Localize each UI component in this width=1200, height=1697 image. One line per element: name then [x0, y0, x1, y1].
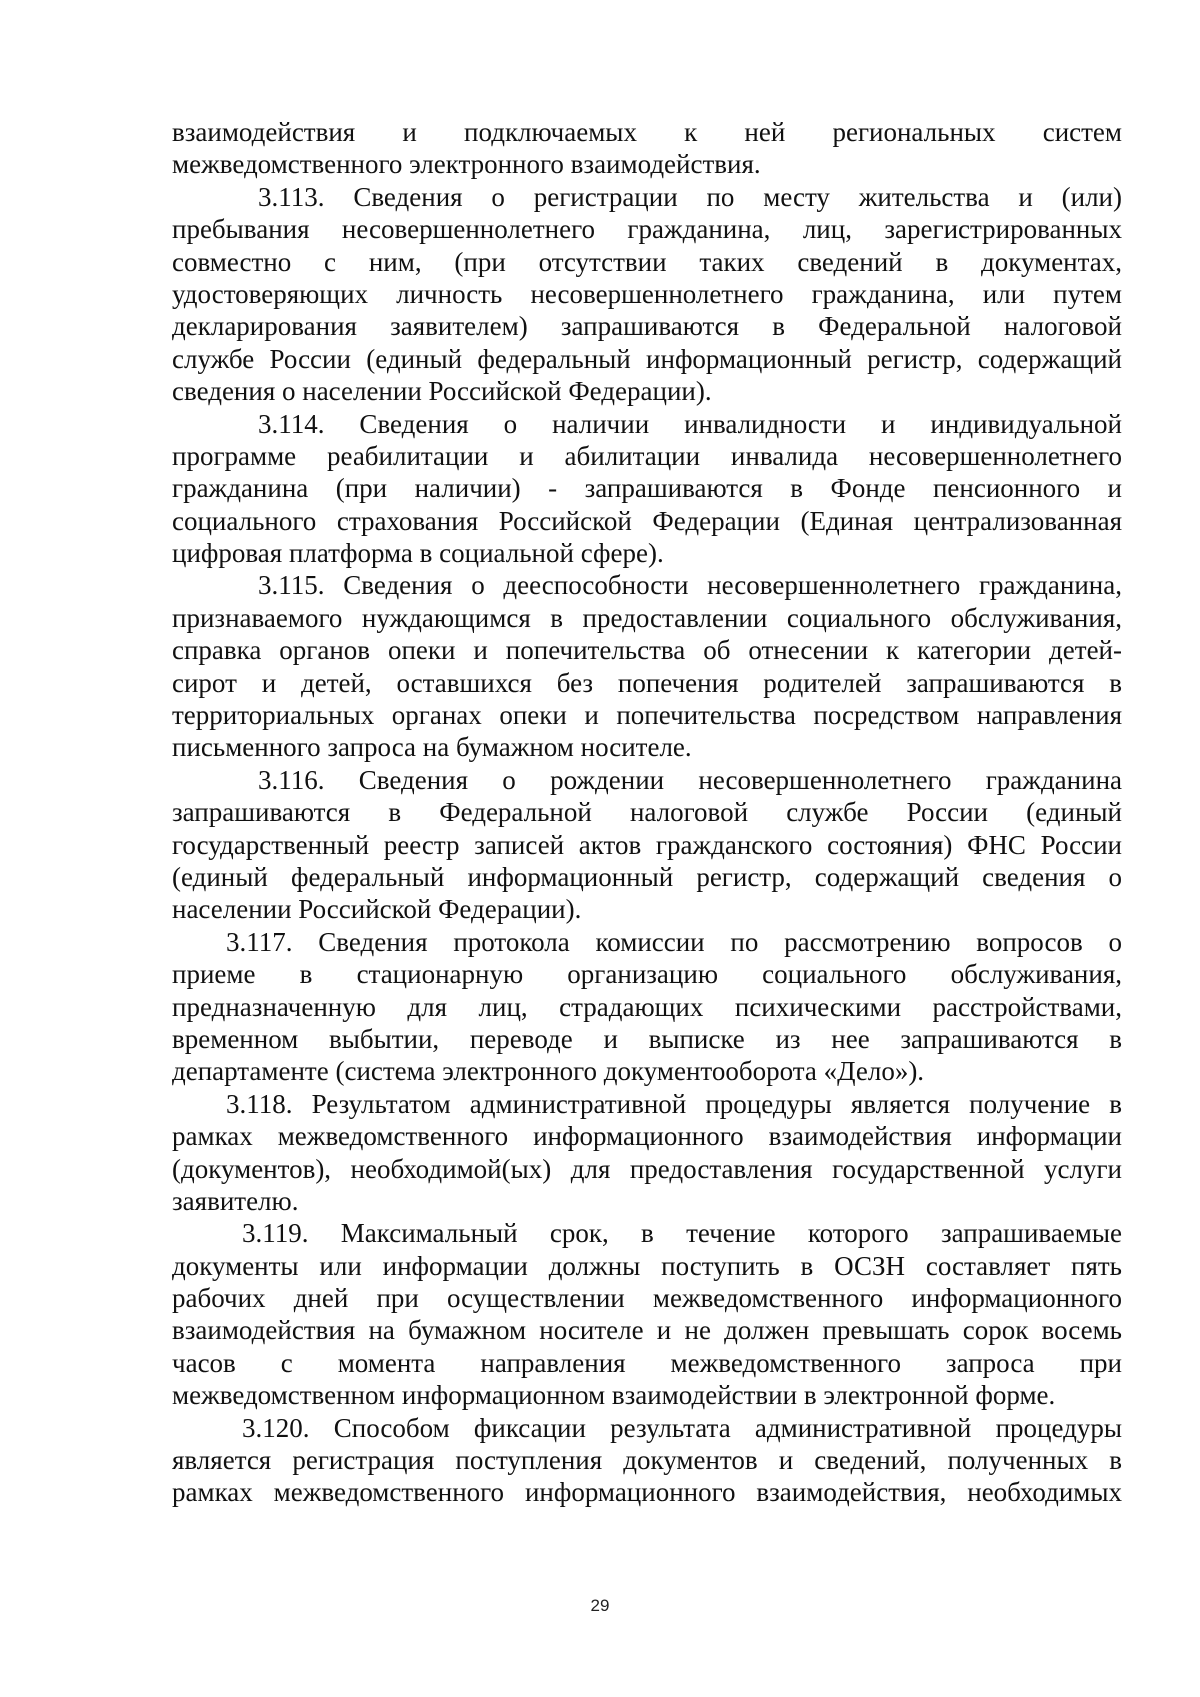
text-line: декларирования заявителем) запрашиваются в Федеральной налоговой: [172, 311, 1122, 342]
text-line: сирот и детей, оставшихся без попечения родителей запрашиваются в: [172, 667, 1122, 698]
text-line: заявителю.: [172, 1185, 299, 1216]
text-line: 3.120. Способом фиксации результата административной процедуры: [242, 1412, 1122, 1443]
text-line: запрашиваются в Федеральной налоговой службе России (единый: [172, 797, 1122, 828]
text-line: 3.119. Максимальный срок, в течение которого запрашиваемые: [242, 1218, 1122, 1249]
text-line: 3.115. Сведения о дееспособности несовершеннолетнего гражданина,: [258, 570, 1122, 601]
text-line: рамках межведомственного информационного взаимодействия информации: [172, 1121, 1122, 1152]
text-line: населении Российской Федерации).: [172, 894, 582, 925]
text-line: 3.114. Сведения о наличии инвалидности и индивидуальной: [258, 408, 1122, 439]
text-line: пребывания несовершеннолетнего гражданина, лиц, зарегистрированных: [172, 214, 1122, 245]
text-line: межведомственного электронного взаимодействия.: [172, 149, 761, 180]
text-line: совместно с ним, (при отсутствии таких сведений в документах,: [172, 246, 1122, 277]
text-line: службе России (единый федеральный информационный регистр, содержащий: [172, 343, 1122, 374]
text-line: признаваемого нуждающимся в предоставлении социального обслуживания,: [172, 602, 1122, 633]
text-line: удостоверяющих личность несовершеннолетнего гражданина, или путем: [172, 278, 1122, 309]
text-line: временном выбытии, переводе и выписке из нее запрашиваются в: [172, 1023, 1122, 1054]
text-line: межведомственном информационном взаимодействии в электронной форме.: [172, 1380, 1056, 1411]
text-line: предназначенную для лиц, страдающих психическими расстройствами,: [172, 991, 1122, 1022]
text-line: гражданина (при наличии) - запрашиваются в Фонде пенсионного и: [172, 473, 1122, 504]
text-line: документы или информации должны поступить в ОСЗН составляет пять: [172, 1250, 1122, 1281]
text-line: сведения о населении Российской Федерации).: [172, 376, 712, 407]
page-number: 29: [590, 1596, 610, 1615]
text-line: (документов), необходимой(ых) для предоставления государственной услуги: [172, 1153, 1122, 1184]
text-line: программе реабилитации и абилитации инвалида несовершеннолетнего: [172, 440, 1122, 471]
text-line: взаимодействия на бумажном носителе и не должен превышать сорок восемь: [172, 1315, 1122, 1346]
text-line: взаимодействия и подключаемых к ней региональных систем: [172, 117, 1122, 147]
text-line: является регистрация поступления документов и сведений, полученных в: [172, 1445, 1122, 1476]
text-line: 3.118. Результатом административной процедуры является получение в: [226, 1088, 1122, 1119]
text-line: справка органов опеки и попечительства об отнесении к категории детей-: [172, 635, 1122, 666]
text-line: рамках межведомственного информационного взаимодействия, необходимых: [172, 1477, 1122, 1508]
text-line: цифровая платформа в социальной сфере).: [172, 538, 664, 569]
text-line: территориальных органах опеки и попечительства посредством направления: [172, 700, 1122, 731]
text-line: письменного запроса на бумажном носителе.: [172, 732, 692, 763]
text-line: 3.117. Сведения протокола комиссии по рассмотрению вопросов о: [226, 926, 1122, 957]
text-line: часов с момента направления межведомственного запроса при: [172, 1347, 1122, 1378]
text-line: государственный реестр записей актов гражданского состояния) ФНС России: [172, 829, 1122, 860]
text-line: 3.113. Сведения о регистрации по месту жительства и (или): [258, 181, 1122, 212]
text-line: 3.116. Сведения о рождении несовершеннолетнего гражданина: [258, 764, 1122, 795]
text-line: социального страхования Российской Федерации (Единая централизованная: [172, 505, 1122, 536]
document-body: [172, 116, 1122, 1509]
text-line: (единый федеральный информационный регистр, содержащий сведения о: [172, 861, 1122, 892]
text-line: приеме в стационарную организацию социального обслуживания,: [172, 959, 1122, 990]
text-line: рабочих дней при осуществлении межведомственного информационного: [172, 1283, 1122, 1314]
text-line: департаменте (система электронного документооборота «Дело»).: [172, 1056, 925, 1087]
